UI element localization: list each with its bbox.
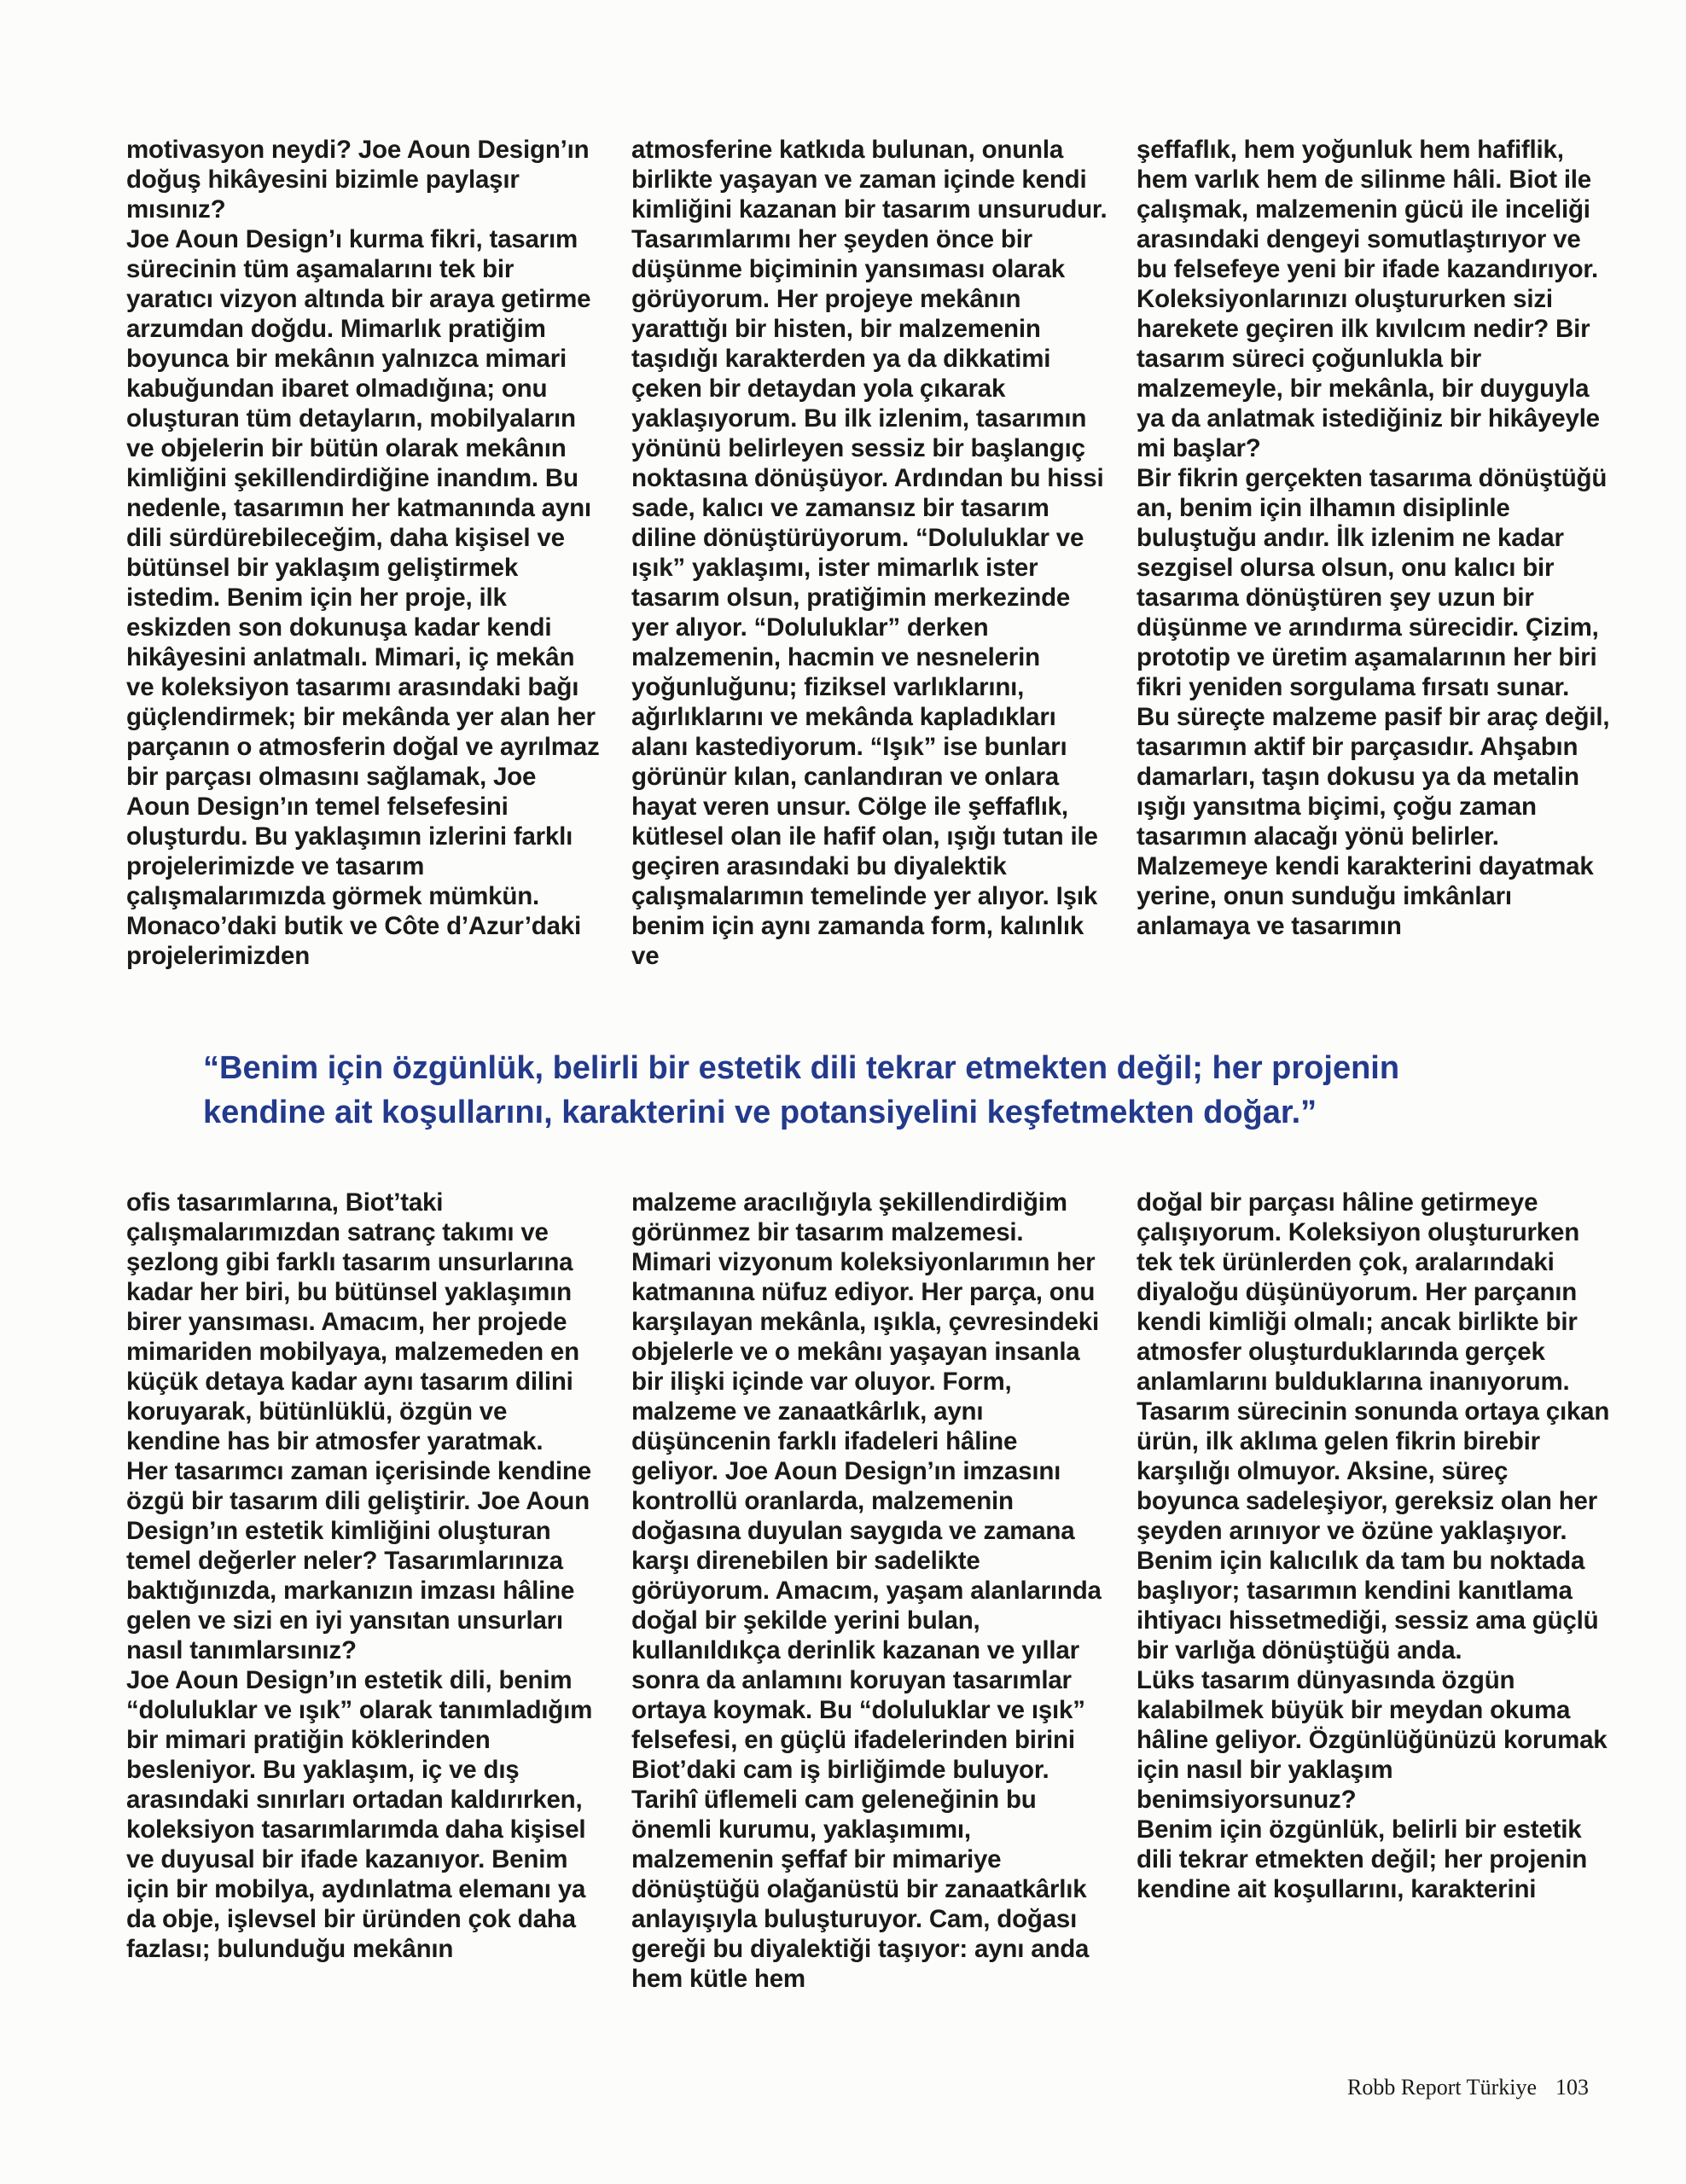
paragraph: ofis tasarımlarına, Biot’taki çalışmalarımızdan satranç takımı ve şezlong gibi farklı tasarım unsurlarına kadar her biri, bu bütünsel yaklaşımın birer yansıması. Amacım, her projede mimariden mobilyaya, malzemeden en küçük detaya kadar aynı tasarım dilini koruyarak, bütünlüklü, özgün ve kendine has bir atmosfer yaratmak. bbox=[126, 1188, 579, 1455]
paragraph: Joe Aoun Design’ın estetik dili, benim “doluluklar ve ışık” olarak tanımladığım bir mimari pratiğin köklerinden besleniyor. Bu yaklaşım, iç ve dış arasındaki sınırları ortadan kaldırırken, koleksiyon tasarımlarımda daha kişisel ve duyusal bir ifade kazanıyor. Benim için bir mobilya, aydınlatma elemanı ya da obje, işlevsel bir üründen çok daha fazlası; bulunduğu mekânın bbox=[126, 1666, 593, 1963]
paragraph: Bu süreçte malzeme pasif bir araç değil, tasarımın aktif bir parçasıdır. Ahşabın damarları, taşın dokusu ya da metalin ışığı yansıtma biçimi, çoğu zaman tasarımın alacağı yönü belirler. Malzemeye kendi karakterini dayatmak yerine, onun sunduğu imkânları anlamaya ve tasarımın bbox=[1137, 703, 1610, 940]
paragraph: Benim için özgünlük, belirli bir estetik dili tekrar etmekten değil; her projenin kendine ait koşullarını, karakterini bbox=[1137, 1815, 1588, 1903]
paragraph: Her tasarımcı zaman içerisinde kendine özgü bir tasarım dili geliştirir. Joe Aoun Design’ın estetik kimliğini oluşturan temel değerler neler? Tasarımlarınıza baktığınızda, markanızın imzası hâline gelen ve sizi en iyi yansıtan unsurları nasıl tanımlarsınız? bbox=[126, 1457, 591, 1664]
article-bottom-column-1 bbox=[126, 1188, 604, 1964]
paragraph: doğal bir parçası hâline getirmeye çalışıyorum. Koleksiyon oluştururken tek tek ürünlerden çok, aralarındaki diyaloğu düşünüyorum. Her parçanın kendi kimliği olmalı; ancak birlikte bir atmosfer oluşturduklarında gerçek anlamlarını bulduklarına inanıyorum. Tasarım sürecinin sonunda ortaya çıkan ürün, ilk aklıma gelen fikrin birebir karşılığı olmuyor. Aksine, süreç boyunca sadeleşiyor, gereksiz olan her şeyden arınıyor ve özüne yaklaşıyor. Benim için kalıcılık da tam bu noktada başlıyor; tasarımın kendini kanıtlama ihtiyacı hissetmediği, sessiz ama güçlü bir varlığa dönüştüğü anda. bbox=[1137, 1188, 1610, 1664]
paragraph: Lüks tasarım dünyasında özgün kalabilmek büyük bir meydan okuma hâline geliyor. Özgünlüğünüzü korumak için nasıl bir yaklaşım benimsiyorsunuz? bbox=[1137, 1666, 1608, 1814]
paragraph: şeffaflık, hem yoğunluk hem hafiflik, hem varlık hem de silinme hâli. Biot ile çalışmak, malzemenin gücü ile inceliği arasındaki dengeyi somutlaştırıyor ve bu felsefeye yeni bir ifade kazandırıyor. bbox=[1137, 136, 1599, 283]
article-top-column-1 bbox=[126, 135, 604, 971]
paragraph: atmosferine katkıda bulunan, onunla birlikte yaşayan ve zaman içinde kendi kimliğini kazanan bir tasarım unsurudur. Tasarımlarımı her şeyden önce bir düşünme biçiminin yansıması olarak görüyorum. Her projeye mekânın yarattığı bir histen, bir malzemenin taşıdığı karakterden ya da dikkatimi çeken bir detaydan yola çıkarak yaklaşıyorum. Bu ilk izlenim, tasarımın yönünü belirleyen sessiz bir başlangıç noktasına dönüşüyor. Ardından bu hissi sade, kalıcı ve zamansız bir tasarım diline dönüştürüyorum. “Doluluklar ve ışık” yaklaşımı, ister mimarlık ister tasarım olsun, pratiğimin merkezinde yer alıyor. “Doluluklar” derken malzemenin, hacmin ve nesnelerin yoğunluğunu; fiziksel varlıklarını, ağırlıklarını ve mekânda kapladıkları alanı kastediyorum. “Işık” ise bunları görünür kılan, canlandıran ve onlara hayat veren unsur. Cölge ile şeffaflık, kütlesel olan ile hafif olan, ışığı tutan ile geçiren arasındaki bu diyalektik çalışmalarımın temelinde yer alıyor. Işık benim için aynı zamanda form, kalınlık ve bbox=[631, 136, 1108, 970]
paragraph: malzeme aracılığıyla şekillendirdiğim görünmez bir tasarım malzemesi. Mimari vizyonum koleksiyonlarımın her katmanına nüfuz ediyor. Her parça, onu karşılayan mekânla, ışıkla, çevresindeki objelerle ve o mekânı yaşayan insanla bir ilişki içinde var oluyor. Form, malzeme ve zanaatkârlık, aynı düşüncenin farklı ifadeleri hâline geliyor. Joe Aoun Design’ın imzasını kontrollü oranlarda, malzemenin doğasına duyulan saygıda ve zamana karşı direnebilen bir sadelikte görüyorum. Amacım, yaşam alanlarında doğal bir şekilde yerini bulan, kullanıldıkça derinlik kazanan ve yıllar sonra da anlamını koruyan tasarımlar ortaya koymak. Bu “doluluklar ve ışık” felsefesi, en güçlü ifadelerinden birini Biot’daki cam iş birliğimde buluyor. Tarihî üflemeli cam geleneğinin bu önemli kurumu, yaklaşımımı, malzemenin şeffaf bir mimariye dönüştüğü olağanüstü bir zanaatkârlık anlayışıyla buluşturuyor. Cam, doğası gereği bu diyalektiği taşıyor: aynı anda hem kütle hem bbox=[631, 1188, 1102, 1993]
article-bottom-column-3 bbox=[1137, 1188, 1614, 1904]
pull-quote: “Benim için özgünlük, belirli bir estetik dili tekrar etmekten değil; her projenin kendine ait koşullarını, karakterini ve potansiyelini keşfetmekten doğar.” bbox=[203, 1050, 1400, 1130]
paragraph: Koleksiyonlarınızı oluştururken sizi harekete geçiren ilk kıvılcım nedir? Bir tasarım süreci çoğunlukla bir malzemeyle, bir mekânla, bir duyguyla ya da anlatmak istediğiniz bir hikâyeyle mi başlar? bbox=[1137, 285, 1600, 462]
publication-name: Robb Report Türkiye bbox=[1347, 2075, 1537, 2100]
paragraph: Bir fikrin gerçekten tasarıma dönüştüğü an, benim için ilhamın disiplinle buluştuğu andır. İlk izlenim ne kadar sezgisel olursa olsun, onu kalıcı bir tasarıma dönüştüren şey uzun bir düşünme ve arındırma sürecidir. Çizim, prototip ve üretim aşamalarının her biri fikri yeniden sorgulama fırsatı sunar. bbox=[1137, 464, 1608, 701]
paragraph: motivasyon neydi? Joe Aoun Design’ın doğuş hikâyesini bizimle paylaşır mısınız? bbox=[126, 136, 590, 224]
article-top-column-2 bbox=[631, 135, 1109, 971]
paragraph: Joe Aoun Design’ı kurma fikri, tasarım sürecinin tüm aşamalarını tek bir yaratıcı vizyon altında bir araya getirme arzumdan doğdu. Mimarlık pratiğim boyunca bir mekânın yalnızca mimari kabuğundan ibaret olmadığına; onu oluşturan tüm detayların, mobilyaların ve objelerin bir bütün olarak mekânın kimliğini şekillendirdiğine inandım. Bu nedenle, tasarımın her katmanında aynı dili sürdürebileceğim, daha kişisel ve bütünsel bir yaklaşım geliştirmek istedim. Benim için her proje, ilk eskizden son dokunuşa kadar kendi hikâyesini anlatmalı. Mimari, iç mekân ve koleksiyon tasarımı arasındaki bağı güçlendirmek; bir mekânda yer alan her parçanın o atmosferin doğal ve ayrılmaz bir parçası olmasını sağlamak, Joe Aoun Design’ın temel felsefesini oluşturdu. Bu yaklaşımın izlerini farklı projelerimizde ve tasarım çalışmalarımızda görmek mümkün. Monaco’daki butik ve Côte d’Azur’daki projelerimizden bbox=[126, 225, 600, 970]
page-folio bbox=[1347, 2075, 1589, 2100]
article-bottom-column-2 bbox=[631, 1188, 1109, 1994]
page-number: 103 bbox=[1555, 2075, 1589, 2100]
article-top-column-3 bbox=[1137, 135, 1614, 941]
